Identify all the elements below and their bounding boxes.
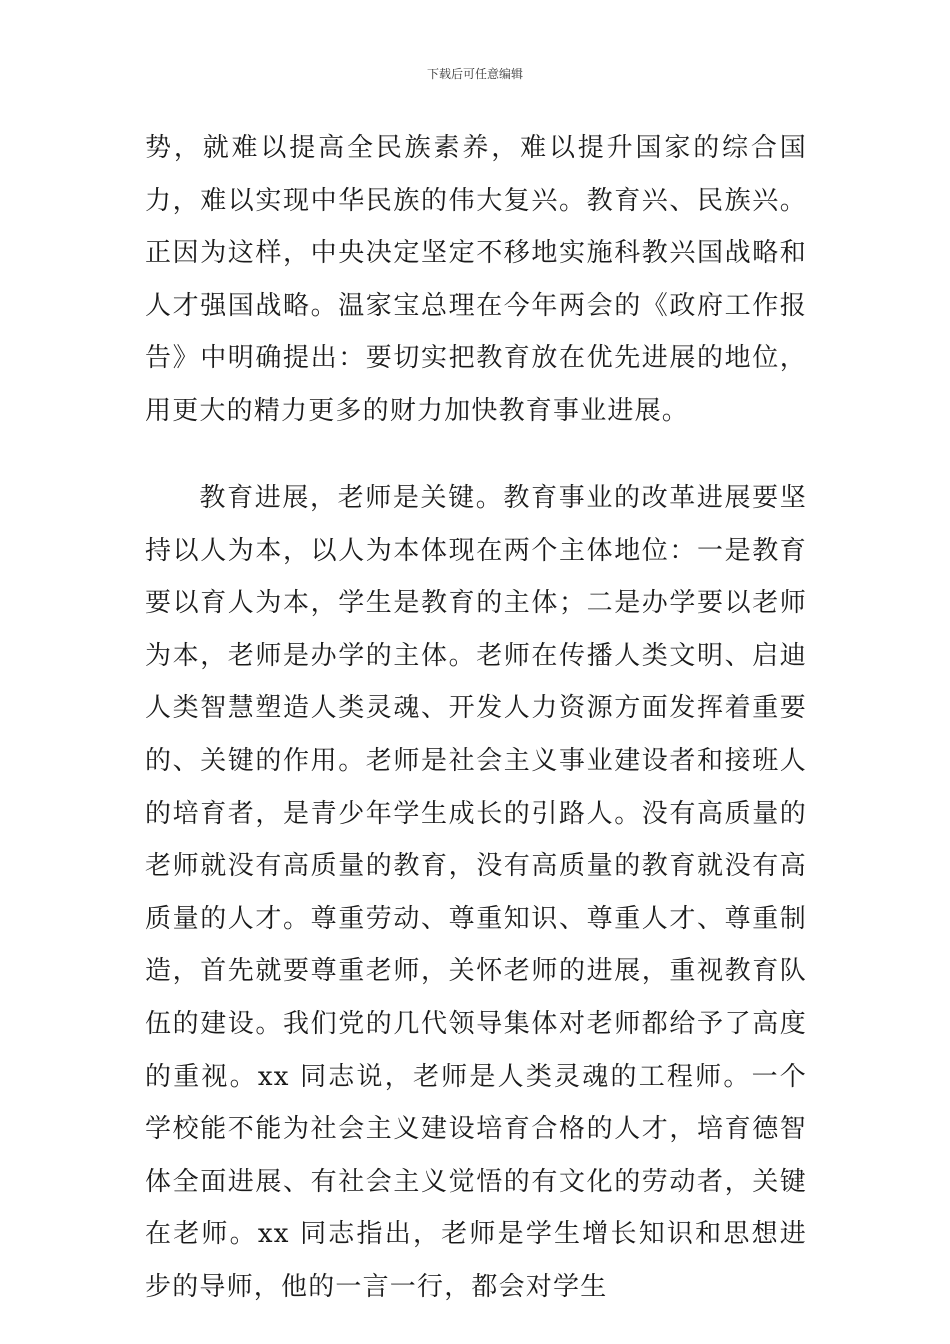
paragraph-2-text: 教育进展，老师是关键。教育事业的改革进展要坚持以人为本，以人为本体现在两个主体地位：一是教育要以育人为本，学生是教育的主体；二是办学要以老师为本，老师是办学的主体。老师在传播人类文明、启迪人类智慧塑造人类灵魂、开发人力资源方面发挥着重要的、关键的作用。老师是社会主义事业建设者和接班人的培育者，是青少年学生成长的引路人。没有高质量的老师就没有高质量的教育，没有高质量的教育就没有高质量的人才。尊重劳动、尊重知识、尊重人才、尊重制造，首先就要尊重老师，关怀老师的进展，重视教育队伍的建设。我们党的几代领导集体对老师都给予了高度的重视。xx 同志说，老师是人类灵魂的工程师。一个学校能不能为社会主义建设培育合格的人才，培育德智体全面进展、有社会主义觉悟的有文化的劳动者，关键在老师。xx 同志指出，老师是学生增长知识和思想进步的导师，他的一言一行，都会对学生	[145, 483, 807, 1302]
paragraph-2	[145, 472, 807, 1314]
paragraph-1-text: 势，就难以提高全民族素养，难以提升国家的综合国力，难以实现中华民族的伟大复兴。教育兴、民族兴。正因为这样，中央决定坚定不移地实施科教兴国战略和人才强国战略。温家宝总理在今年两会的《政府工作报告》中明确提出：要切实把教育放在优先进展的地位，用更大的精力更多的财力加快教育事业进展。	[145, 133, 807, 426]
page-header-note: 下载后可任意编辑	[426, 67, 523, 81]
paragraph-1	[145, 122, 807, 438]
